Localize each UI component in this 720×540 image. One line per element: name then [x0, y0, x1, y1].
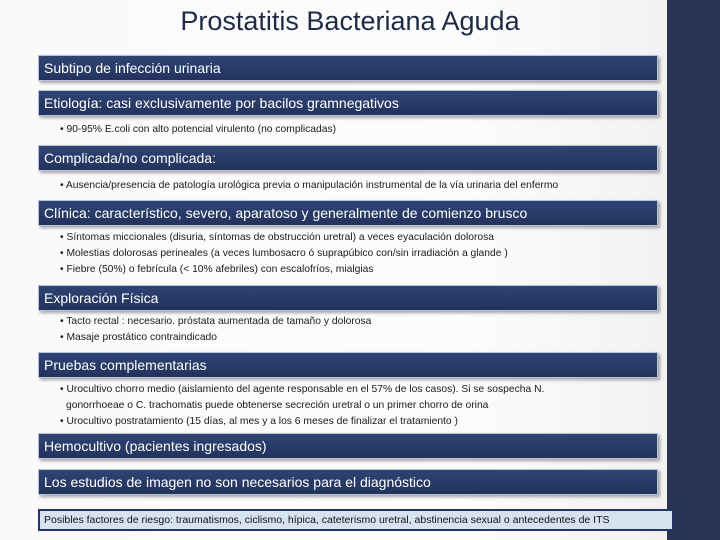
section-heading-complicada: Complicada/no complicada:	[38, 145, 658, 171]
section-heading-exploracion: Exploración Física	[38, 285, 658, 311]
bullet-item: • Molestias dolorosas perineales (a veces lumbosacro ó suprapúbico con/sin irradiación a glande )	[60, 248, 508, 259]
side-panel	[667, 0, 720, 540]
section-heading-pruebas: Pruebas complementarias	[38, 352, 658, 378]
section-heading-subtipo: Subtipo de infección urinaria	[38, 55, 658, 81]
slide-title: Prostatitis Bacteriana Aguda	[180, 6, 520, 36]
bullet-item: • Urocultivo chorro medio (aislamiento del agente responsable en el 57% de los casos). Si se sospecha N.	[60, 384, 545, 395]
bullet-list-clinica	[60, 230, 660, 278]
bullet-item: • Síntomas miccionales (disuria, síntomas de obstrucción uretral) a veces eyaculación dolorosa	[60, 232, 494, 243]
bullet-item: • Tacto rectal : necesario. próstata aumentada de tamaño y dolorosa	[60, 316, 372, 327]
section-heading-hemocultivo: Hemocultivo (pacientes ingresados)	[38, 433, 658, 459]
bullet-item-continuation: gonorrhoeae o C. trachomatis puede obtenerse secreción uretral o un primer chorro de orina	[66, 400, 489, 411]
bullet-item: • Urocultivo postratamiento (15 días, al mes y a los 6 meses de finalizar el tratamiento )	[60, 416, 458, 427]
bullet-item: • 90-95% E.coli con alto potencial virulento (no complicadas)	[60, 124, 337, 135]
bullet-list-complicada	[60, 178, 660, 194]
section-heading-imagen: Los estudios de imagen no son necesarios para el diagnóstico	[38, 469, 658, 495]
bullet-item: • Masaje prostático contraindicado	[60, 332, 217, 343]
section-heading-clinica: Clínica: característico, severo, aparatoso y generalmente de comienzo brusco	[38, 200, 658, 226]
section-heading-etiologia: Etiología: casi exclusivamente por bacilos gramnegativos	[38, 90, 658, 116]
bullet-list-etiologia	[60, 122, 660, 138]
bullet-list-exploracion	[60, 314, 660, 346]
bullet-item: • Fiebre (50%) o febrícula (< 10% afebriles) con escalofríos, mialgias	[60, 264, 374, 275]
bullet-item: • Ausencia/presencia de patología urológica previa o manipulación instrumental de la vía urinaria del enfermo	[60, 180, 559, 191]
bullet-list-pruebas	[60, 382, 660, 430]
risk-factors-footer: Posibles factores de riesgo: traumatismos, ciclismo, hípica, cateterismo uretral, abstinencia sexual o antecedentes de ITS	[38, 509, 674, 531]
